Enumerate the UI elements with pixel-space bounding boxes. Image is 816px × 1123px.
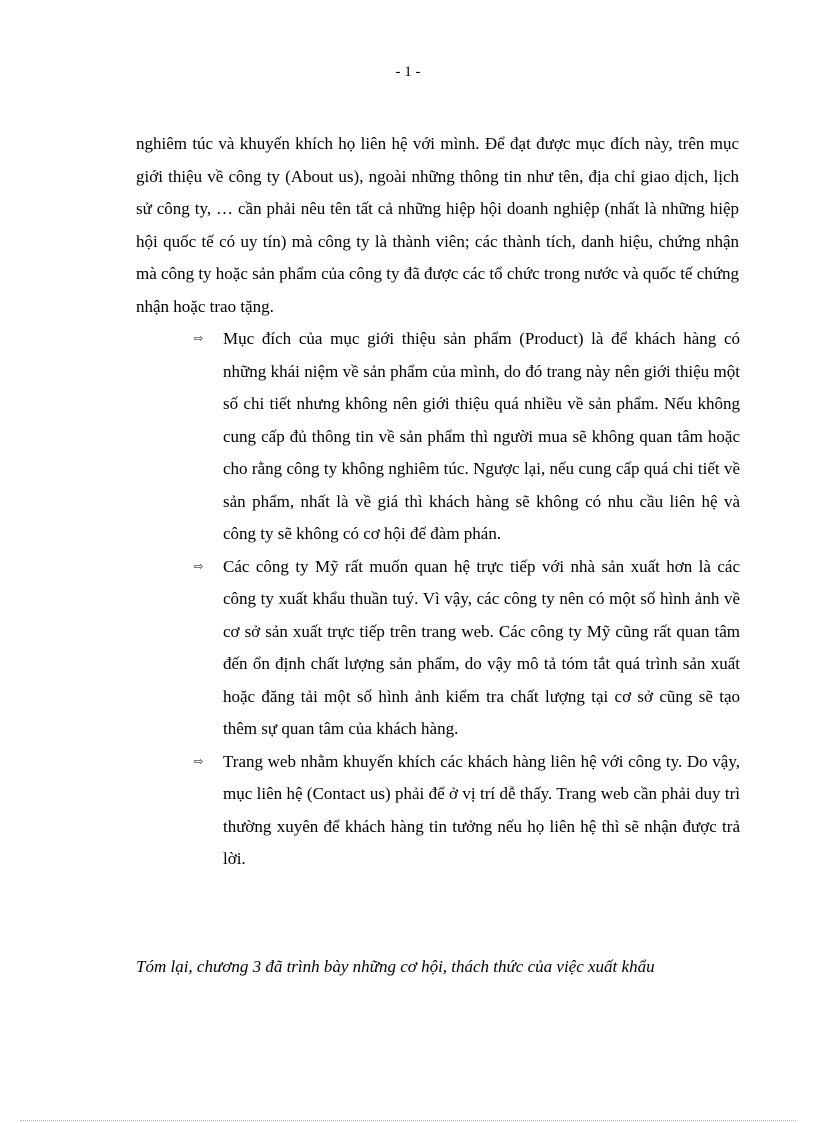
bullet-item-manufacturer [190, 551, 740, 746]
bullet-text: Các công ty Mỹ rất muốn quan hệ trực tiếp với nhà sản xuất hơn là các công ty xuất khẩu thuần tuý. Vì vậy, các công ty nên có một số hình ảnh về cơ sở sản xuất trực tiếp trên trang web. Các công ty Mỹ cũng rất quan tâm đến ổn định chất lượng sản phẩm, do vậy mô tả tóm tắt quá trình sản xuất hoặc đăng tải một số hình ảnh kiểm tra chất lượng tại cơ sở cũng sẽ tạo thêm sự quan tâm của khách hàng. [223, 556, 740, 738]
hollow-arrow-bullet-icon: ⇨ [194, 755, 204, 768]
page-bottom-divider [20, 1120, 796, 1121]
intro-paragraph: nghiêm túc và khuyến khích họ liên hệ với mình. Để đạt được mục đích này, trên mục giới thiệu về công ty (About us), ngoài những thông tin như tên, địa chỉ giao dịch, lịch sử công ty, … cần phải nêu tên tất cả những hiệp hội doanh nghiệp (nhất là những hiệp hội quốc tế có uy tín) mà công ty là thành viên; các thành tích, danh hiệu, chứng nhận mà công ty hoặc sản phẩm của công ty đã được các tổ chức trong nước và quốc tế chứng nhận hoặc trao tặng. [136, 134, 739, 316]
bullet-list [190, 323, 740, 876]
bullet-text: Trang web nhằm khuyến khích các khách hàng liên hệ với công ty. Do vậy, mục liên hệ (Contact us) phải để ở vị trí dễ thấy. Trang web cần phải duy trì thường xuyên để khách hàng tin tưởng nếu họ liên hệ thì sẽ nhận được trả lời. [223, 751, 740, 868]
bullet-item-contact [190, 746, 740, 876]
page-number: - 1 - [395, 64, 421, 80]
bullet-text: Mục đích của mục giới thiệu sản phẩm (Product) là để khách hàng có những khái niệm về sản phẩm của mình, do đó trang này nên giới thiệu một số chi tiết nhưng không nên giới thiệu quá nhiều về sản phẩm. Nếu không cung cấp đủ thông tin về sản phẩm thì người mua sẽ không quan tâm hoặc cho rằng công ty không nghiêm túc. Ngược lại, nếu cung cấp quá chi tiết về sản phẩm, nhất là về giá thì khách hàng sẽ không có nhu cầu liên hệ và công ty sẽ không có cơ hội để đàm phán. [223, 329, 740, 543]
hollow-arrow-bullet-icon: ⇨ [194, 333, 204, 345]
summary-paragraph: Tóm lại, chương 3 đã trình bày những cơ hội, thách thức của việc xuất khẩu [136, 957, 655, 976]
bullet-item-product [190, 323, 740, 551]
hollow-arrow-bullet-icon: ⇨ [194, 560, 204, 573]
